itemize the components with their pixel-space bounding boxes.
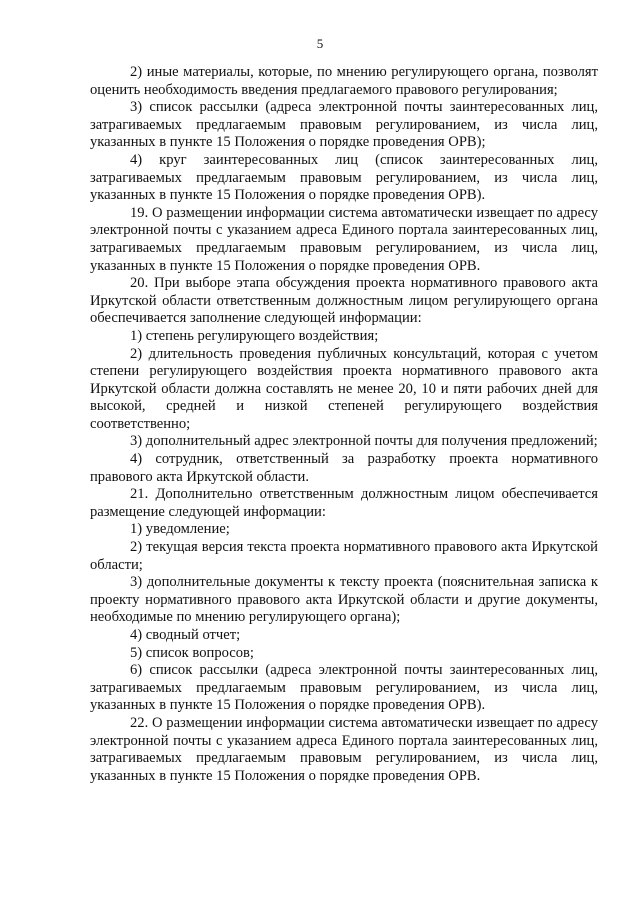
paragraph-clause-20-item-3: 3) дополнительный адрес электронной почты для получения предложений; — [130, 433, 598, 450]
paragraph-clause-21-item-6: 6) список рассылки (адреса электронной почты заинтересованных лиц, затрагиваемых предлагаемым правовым регулированием, из числа лиц, указанных в пункте 15 Положения о порядке проведения ОРВ). — [90, 662, 598, 714]
page-number: 5 — [316, 36, 324, 51]
paragraph-clause-19: 19. О размещении информации система автоматически извещает по адресу электронной почты с указанием адреса Единого портала заинтересованных лиц, затрагиваемых предлагаемым правовым регулированием, из числа лиц, указанных в пункте 15 Положения о порядке проведения ОРВ. — [90, 204, 598, 274]
paragraph-clause-20-item-2: 2) длительность проведения публичных консультаций, которая с учетом степени регулирующего воздействия проекта нормативного правового акта Иркутской области должна составлять не менее 20, 10 и пяти рабочих дней для высокой, средней и низкой степеней регулирующего воздействия соответственно; — [90, 345, 598, 432]
paragraph-item-3-mailing-list: 3) список рассылки (адреса электронной почты заинтересованных лиц, затрагиваемых предлагаемым правовым регулированием, из числа лиц, указанных в пункте 15 Положения о порядке проведения ОРВ); — [90, 99, 598, 151]
paragraph-clause-20: 20. При выборе этапа обсуждения проекта нормативного правового акта Иркутской области ответственным должностным лицом регулирующего органа обеспечивается заполнение следующей информации: — [90, 275, 598, 327]
paragraph-item-2-other-materials: 2) иные материалы, которые, по мнению регулирующего органа, позволят оценить необходимость введения предлагаемого правового регулирования; — [90, 64, 598, 98]
paragraph-clause-21-item-5: 5) список вопросов; — [130, 644, 254, 661]
paragraph-clause-21-item-1: 1) уведомление; — [130, 521, 230, 538]
paragraph-item-4-interested-parties: 4) круг заинтересованных лиц (список заинтересованных лиц, затрагиваемых предлагаемым правовым регулированием, из числа лиц, указанных в пункте 15 Положения о порядке проведения ОРВ). — [90, 151, 598, 204]
paragraph-clause-21-item-4: 4) сводный отчет; — [130, 627, 241, 643]
document-body — [90, 64, 598, 785]
paragraph-clause-20-item-4: 4) сотрудник, ответственный за разработку проекта нормативного правового акта Иркутской области. — [90, 451, 598, 485]
paragraph-clause-22: 22. О размещении информации система автоматически извещает по адресу электронной почты с указанием адреса Единого портала заинтересованных лиц, затрагиваемых предлагаемым правовым регулированием, из числа лиц, указанных в пункте 15 Положения о порядке проведения ОРВ. — [90, 714, 598, 784]
paragraph-clause-21: 21. Дополнительно ответственным должностным лицом обеспечивается размещение следующей информации: — [90, 486, 598, 520]
paragraph-clause-21-item-3: 3) дополнительные документы к тексту проекта (пояснительная записка к проекту нормативного правового акта Иркутской области и другие документы, необходимые по мнению регулирующего органа); — [90, 574, 598, 626]
paragraph-clause-20-item-1: 1) степень регулирующего воздействия; — [130, 327, 379, 344]
paragraph-clause-21-item-2: 2) текущая версия текста проекта нормативного правового акта Иркутской области; — [90, 539, 598, 573]
